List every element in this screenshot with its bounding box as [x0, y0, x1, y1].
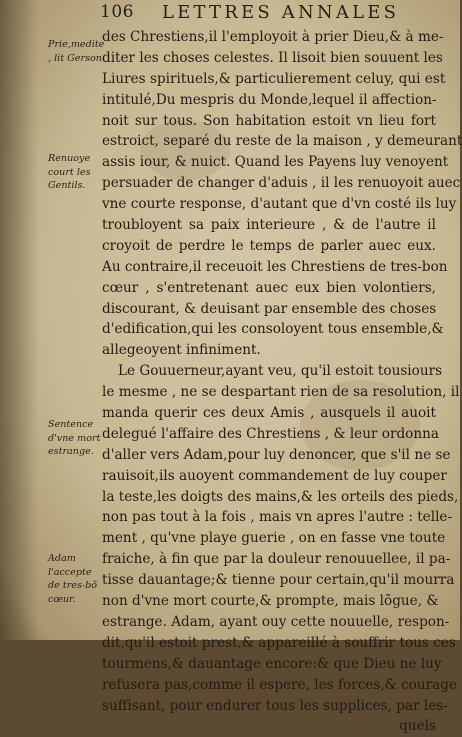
text-line: non pas tout à la fois , mais vn apres l'autre : telle- [102, 509, 453, 526]
text-line: croyoit de perdre le temps de parler auec eux. [102, 237, 436, 254]
text-line: manda querir ces deux Amis , ausquels il auoit [102, 405, 436, 422]
margin-note: Prie,medite , lit Gerson. [48, 39, 105, 64]
text-line: vne courte response, d'autant que d'vn costé ils luy [102, 196, 457, 213]
text-line: des Chrestiens,il l'employoit à prier Dieu,& à me- [102, 29, 444, 45]
text-line: Liures spirituels,& particulierement celuy, qui est [102, 70, 446, 87]
text-line: la teste,les doigts des mains,& les orteils des pieds, [102, 488, 459, 505]
text-line: suffisant, pour endurer tous les supplices, par les- [102, 697, 448, 714]
text-line: fraiche, à fin que par la douleur renouuellee, il pa- [102, 551, 451, 568]
text-line: estrange. Adam, ayant ouy cette nouuelle, respon- [102, 613, 450, 630]
margin-note: Sentence d'vne mort estrange. [48, 419, 101, 458]
running-title: LETTRES ANNALES [162, 2, 400, 23]
text-line: estroict, separé du reste de la maison , y demeurant [102, 133, 462, 150]
catchword: quels [399, 718, 436, 735]
text-line: delegué l'affaire des Chrestiens , & leur ordonna [102, 425, 439, 442]
text-line: d'edification,qui les consoloyent tous ensemble,& [102, 321, 444, 338]
text-line: Au contraire,il receuoit les Chrestiens de tres-bon [102, 258, 448, 275]
text-line: rauisoit,ils auoyent commandement de luy couper [102, 467, 447, 484]
text-line: tourmens,& dauantage encore:& que Dieu ne luy [102, 655, 442, 672]
text-line: Le Gouuerneur,ayant veu, qu'il estoit tousiours [118, 363, 443, 380]
text-line: le mesme , ne se despartant rien de sa resolution, il [102, 384, 460, 401]
text-line: tisse dauantage;& tienne pour certain,qu'il mourra [102, 572, 455, 589]
margin-note: Renuoye court les Gentils. [48, 153, 91, 192]
text-line: persuader de changer d'aduis , il les renuoyoit auec [102, 175, 461, 192]
text-block [102, 27, 462, 737]
text-line: ment , qu'vne playe guerie , on en fasse vne toute [102, 530, 446, 547]
text-line: cœur , s'entretenant auec eux bien volontiers, [102, 279, 436, 296]
text-line: troubloyent sa paix interieure , & de l'autre il [102, 217, 436, 234]
page-number: 106 [100, 2, 134, 22]
page-header [100, 2, 430, 24]
text-line: intitulé,Du mespris du Monde,lequel il affection- [102, 91, 437, 108]
text-line: discourant, & deuisant par ensemble des choses [102, 300, 437, 317]
text-line: non d'vne mort courte,& prompte, mais lõgue, & [102, 593, 439, 610]
text-line: d'aller vers Adam,pour luy denoncer, que s'il ne se [102, 446, 451, 463]
text-line: dit,qu'il estoit prest,& appareillé à souffrir tous ces [102, 634, 456, 651]
text-line: assis iour, & nuict. Quand les Payens luy venoyent [102, 154, 449, 171]
page-gutter-shadow [0, 0, 38, 640]
text-line: allegeoyent infiniment. [102, 342, 261, 359]
text-line: refusera pas,comme il espere, les forces,& courage [102, 676, 457, 693]
margin-note: Adam l'accepte de tres-bõ cœur. [48, 553, 98, 605]
text-line: diter les choses celestes. Il lisoit bien souuent les [102, 49, 443, 66]
text-line: noit sur tous. Son habitation estoit vn lieu fort [102, 112, 436, 129]
